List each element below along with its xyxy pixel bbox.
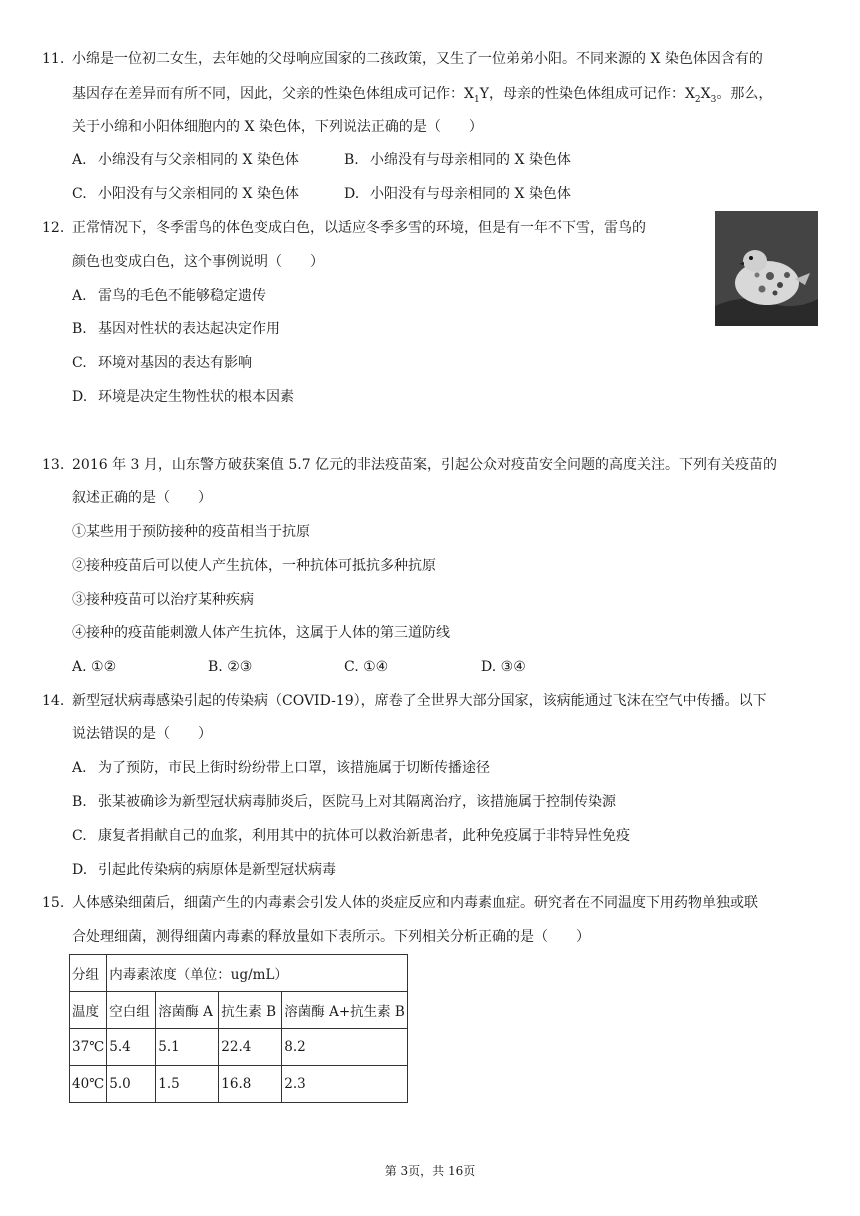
option-a: A. 小绵没有与父亲相同的 X 染色体 bbox=[72, 152, 299, 168]
table-row bbox=[70, 1066, 408, 1103]
option-d: D. 环境是决定生物性状的根本因素 bbox=[72, 389, 294, 405]
question-stem-line: 新型冠状病毒感染引起的传染病（COVID-19），席卷了全世界大部分国家，该病能通过飞沫在空气中传播。以下 bbox=[72, 693, 767, 709]
corner-temp-label: 温度 bbox=[70, 992, 107, 1029]
table-cell: 2.3 bbox=[282, 1066, 408, 1103]
column-header: 抗生素 B bbox=[219, 992, 282, 1029]
option-a: A. 为了预防，市民上街时纷纷带上口罩，该措施属于切断传播途径 bbox=[72, 760, 490, 776]
table-row bbox=[70, 1029, 408, 1066]
option-b: B. 张某被确诊为新型冠状病毒肺炎后，医院马上对其隔离治疗，该措施属于控制传染源 bbox=[72, 794, 616, 810]
option-d: D. ③④ bbox=[481, 659, 526, 675]
statement-2: ②接种疫苗后可以使人产生抗体，一种抗体可抵抗多种抗原 bbox=[72, 558, 436, 574]
option-b: B. ②③ bbox=[208, 659, 253, 675]
ptarmigan-photo bbox=[715, 211, 818, 326]
statement-1: ①某些用于预防接种的疫苗相当于抗原 bbox=[72, 524, 310, 540]
option-d: D. 引起此传染病的病原体是新型冠状病毒 bbox=[72, 862, 336, 878]
table-cell: 8.2 bbox=[282, 1029, 408, 1066]
question-number: 12. bbox=[42, 220, 65, 236]
question-stem-line: 颜色也变成白色，这个事例说明（ ） bbox=[72, 254, 324, 270]
table-row bbox=[70, 955, 408, 992]
row-temp: 37℃ bbox=[70, 1029, 107, 1066]
table-cell: 16.8 bbox=[219, 1066, 282, 1103]
option-a: A. 雷鸟的毛色不能够稳定遗传 bbox=[72, 288, 266, 304]
option-b: B. 基因对性状的表达起决定作用 bbox=[72, 321, 280, 337]
statement-3: ③接种疫苗可以治疗某种疾病 bbox=[72, 592, 254, 608]
question-stem-line: 2016 年 3 月，山东警方破获案值 5.7 亿元的非法疫苗案，引起公众对疫苗安全问题的高度关注。下列有关疫苗的 bbox=[72, 457, 778, 473]
question-number: 14. bbox=[42, 693, 65, 709]
table-cell: 5.1 bbox=[156, 1029, 219, 1066]
question-number: 11. bbox=[42, 51, 65, 67]
question-number: 13. bbox=[42, 457, 65, 473]
table-cell: 5.4 bbox=[107, 1029, 156, 1066]
group-header: 内毒素浓度（单位：ug/mL） bbox=[107, 955, 408, 992]
option-c: C. 康复者捐献自己的血浆，利用其中的抗体可以救治新患者，此种免疫属于非特异性免疫 bbox=[72, 828, 630, 844]
question-stem-line: 小绵是一位初二女生，去年她的父母响应国家的二孩政策，又生了一位弟弟小阳。不同来源的 X 染色体因含有的 bbox=[72, 51, 763, 67]
question-stem-line: 正常情况下，冬季雷鸟的体色变成白色，以适应冬季多雪的环境，但是有一年不下雪，雷鸟的 bbox=[72, 220, 646, 236]
option-a: A. ①② bbox=[72, 659, 117, 675]
column-header: 空白组 bbox=[107, 992, 156, 1029]
column-header: 溶菌酶 A bbox=[156, 992, 219, 1029]
question-stem-line: 基因存在差异而有所不同，因此，父亲的性染色体组成可记作：$X_1Y$，母亲的性染色体组成可记作：$X_2X_3$。那么， bbox=[72, 86, 773, 105]
question-stem-line: 合处理细菌，测得细菌内毒素的释放量如下表所示。下列相关分析正确的是（ ） bbox=[72, 929, 590, 945]
question-stem-line: 关于小绵和小阳体细胞内的 X 染色体，下列说法正确的是（ ） bbox=[72, 119, 483, 135]
column-header: 溶菌酶 A+抗生素 B bbox=[282, 992, 408, 1029]
question-number: 15. bbox=[42, 895, 65, 911]
option-b: B. 小绵没有与母亲相同的 X 染色体 bbox=[344, 152, 571, 168]
endotoxin-table bbox=[69, 954, 408, 1103]
corner-group-label: 分组 bbox=[70, 955, 107, 992]
option-c: C. 小阳没有与父亲相同的 X 染色体 bbox=[72, 186, 299, 202]
question-stem-line: 人体感染细菌后，细菌产生的内毒素会引发人体的炎症反应和内毒素血症。研究者在不同温度下用药物单独或联 bbox=[72, 895, 758, 911]
option-c: C. ①④ bbox=[344, 659, 389, 675]
statement-4: ④接种的疫苗能刺激人体产生抗体，这属于人体的第三道防线 bbox=[72, 625, 450, 641]
table-cell: 5.0 bbox=[107, 1066, 156, 1103]
table-cell: 22.4 bbox=[219, 1029, 282, 1066]
option-c: C. 环境对基因的表达有影响 bbox=[72, 355, 252, 371]
table-row bbox=[70, 992, 408, 1029]
question-stem-line: 叙述正确的是（ ） bbox=[72, 490, 212, 506]
option-d: D. 小阳没有与母亲相同的 X 染色体 bbox=[344, 186, 571, 202]
table-cell: 1.5 bbox=[156, 1066, 219, 1103]
ptarmigan-illustration bbox=[715, 211, 818, 326]
row-temp: 40℃ bbox=[70, 1066, 107, 1103]
question-stem-line: 说法错误的是（ ） bbox=[72, 726, 212, 742]
page-footer: 第 3页，共 16页 bbox=[384, 1164, 476, 1178]
